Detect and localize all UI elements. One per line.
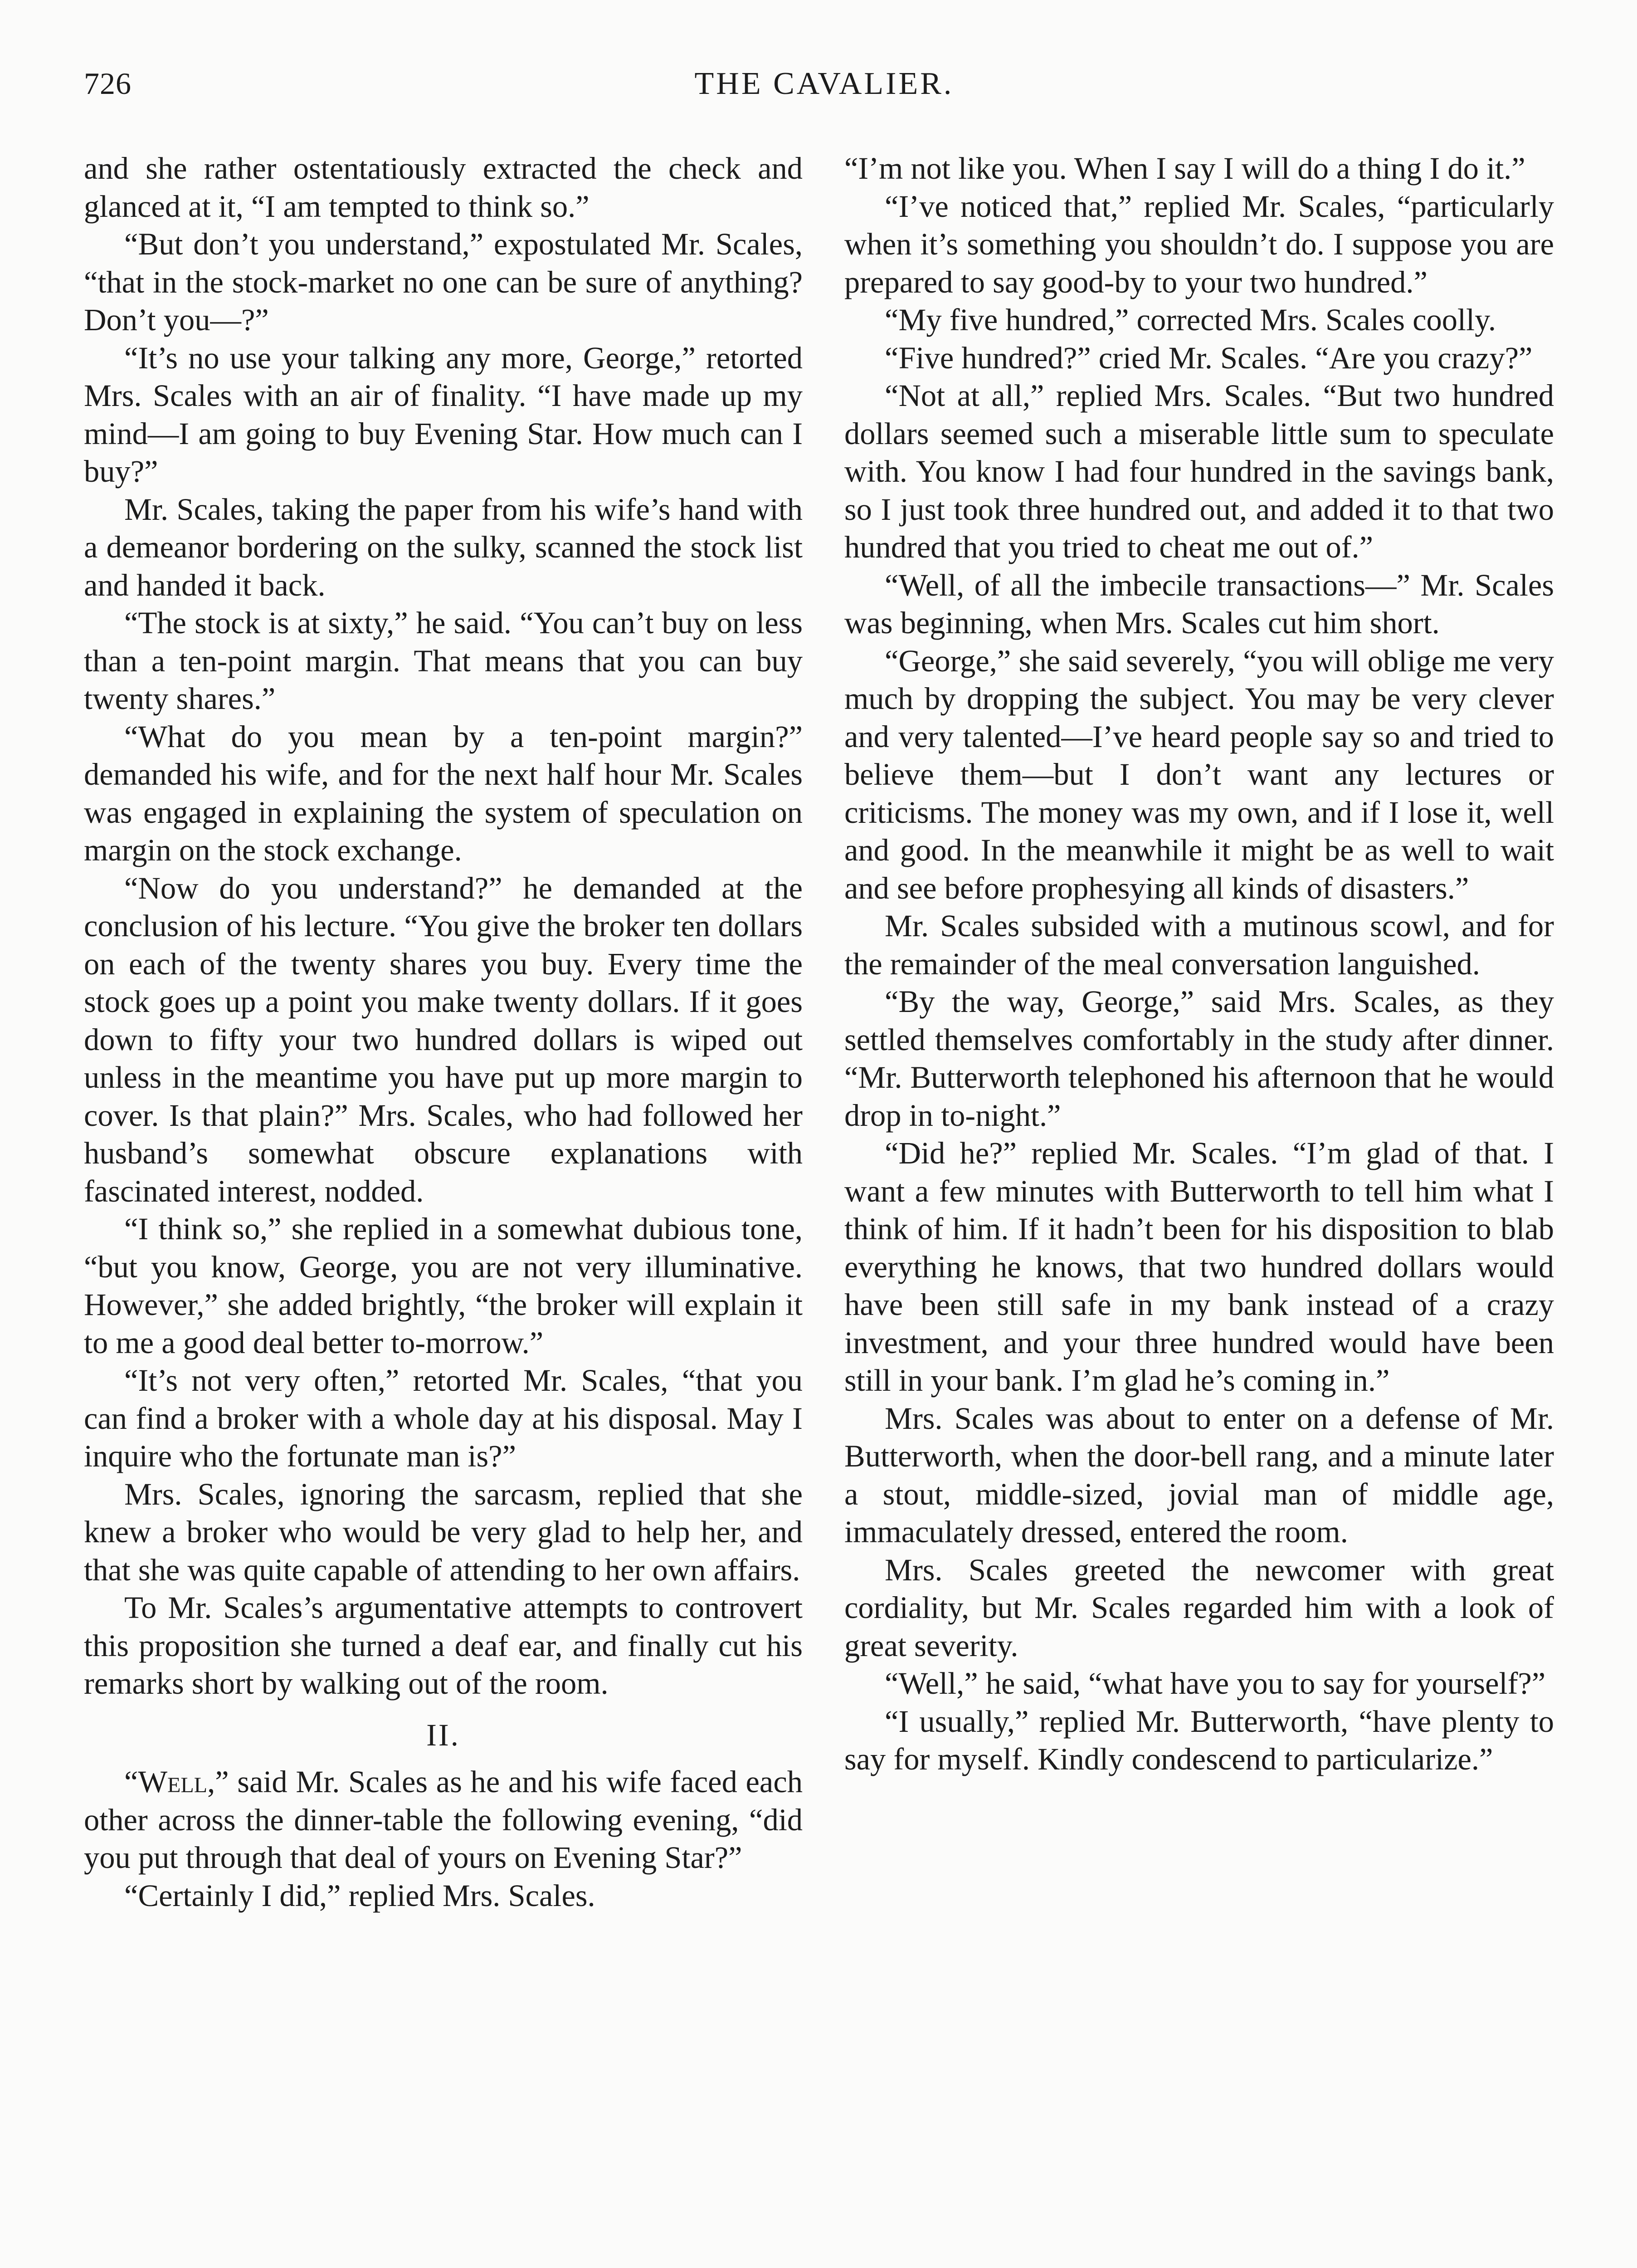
paragraph: To Mr. Scales’s argumentative attempts to controvert this proposition she turned a deaf ear, and finally cut his remarks short by walking out of the room. [84,1590,803,1701]
paragraph: “My five hundred,” corrected Mrs. Scales coolly. [885,303,1496,337]
paragraph: “Well,” he said, “what have you to say for yourself?” [885,1666,1546,1701]
paragraph: “Five hundred?” cried Mr. Scales. “Are you crazy?” [885,340,1533,375]
opening-rest: said Mr. Scales as he and his wife faced each other across the dinner-table the following evening, “did you put through that deal of yours on Evening Star?” [84,1765,803,1875]
running-head: THE CAVALIER. [694,66,954,101]
paragraph: “It’s not very often,” retorted Mr. Scales, “that you can find a broker with a whole day at his disposal. May I inquire who the fortunate man is?” [84,1363,803,1473]
paragraph: Mrs. Scales greeted the newcomer with great cordiality, but Mr. Scales regarded him with a look of great severity. [844,1552,1554,1663]
paragraph: and she rather ostentatiously extracted the check and glanced at it, “I am tempted to think so.” [84,151,803,224]
paragraph: Mrs. Scales, ignoring the sarcasm, replied that she knew a broker who would be very glad to help her, and that she was quite capable of attending to her own affairs. [84,1476,803,1587]
paragraph: “But don’t you understand,” expostulated Mr. Scales, “that in the stock-market no one can be sure of anything? Don’t you—?” [84,227,803,337]
paragraph: “It’s no use your talking any more, George,” retorted Mrs. Scales with an air of finality. “I have made up my mind—I am going to buy Evening Star. How much can I buy?” [84,340,803,489]
paragraph: “I’ve noticed that,” replied Mr. Scales, “particularly when it’s something you shouldn’t do. I suppose you are prepared to say good-by to your two hundred.” [844,189,1554,299]
left-column [84,150,803,1915]
paragraph: “I’m not like you. When I say I will do a thing I do it.” [844,151,1525,186]
section-number: II. [426,1717,460,1752]
paragraph: Mr. Scales subsided with a mutinous scowl, and for the remainder of the meal conversation languished. [844,909,1554,981]
right-column [844,150,1554,1779]
paragraph: “Not at all,” replied Mrs. Scales. “But two hundred dollars seemed such a miserable little sum to speculate with. You know I had four hundred in the savings bank, so I just took three hundred out, and added it to that two hundred that you tried to cheat me out of.” [844,378,1554,564]
paragraph: “Now do you understand?” he demanded at the conclusion of his lecture. “You give the broker ten dollars on each of the twenty shares you buy. Every time the stock goes up a point you make twenty dollars. If it goes down to fifty your two hundred dollars is wiped out unless in the meantime you have put up more margin to cover. Is that plain?” Mrs. Scales, who had followed her husband’s somewhat obscure explanations with fascinated interest, nodded. [84,870,803,1208]
paragraph: “Well, of all the imbecile transactions—” Mr. Scales was beginning, when Mrs. Scales cut him short. [844,567,1554,640]
paragraph: “I think so,” she replied in a somewhat dubious tone, “but you know, George, you are not very illuminative. However,” she added brightly, “the broker will explain it to me a good deal better to-morrow.” [84,1212,803,1360]
paragraph: Mr. Scales, taking the paper from his wife’s hand with a demeanor bordering on the sulky, scanned the stock list and handed it back. [84,492,803,602]
paragraph: “What do you mean by a ten-point margin?” demanded his wife, and for the next half hour Mr. Scales was engaged in explaining the system of speculation on margin on the stock exchange. [84,719,803,867]
paragraph: “By the way, George,” said Mrs. Scales, as they settled themselves comfortably in the study after dinner. “Mr. Butterworth telephoned his afternoon that he would drop in to-night.” [844,984,1554,1133]
page-number: 726 [84,66,132,101]
paragraph: “George,” she said severely, “you will oblige me very much by dropping the subject. You may be very clever and very talented—I’ve heard people say so and tried to believe them—but I don’t want any lectures or criticisms. The money was my own, and if I lose it, well and good. In the meanwhile it might be as well to wait and see before prophesying all kinds of disasters.” [844,643,1554,905]
paragraph: “Certainly I did,” replied Mrs. Scales. [124,1878,595,1913]
page-header [84,66,1564,116]
paragraph: “I usually,” replied Mr. Butterworth, “have plenty to say for myself. Kindly condescend to particularize.” [844,1704,1554,1776]
paragraph: Mrs. Scales was about to enter on a defense of Mr. Butterworth, when the door-bell rang, and a minute later a stout, middle-sized, jovial man of middle age, immaculately dressed, entered the room. [844,1401,1554,1549]
opening-word: “Well,” [124,1765,229,1799]
paragraph: “The stock is at sixty,” he said. “You can’t buy on less than a ten-point margin. That means that you can buy twenty shares.” [84,606,803,716]
paragraph: “Did he?” replied Mr. Scales. “I’m glad of that. I want a few minutes with Butterworth to tell him what I think of him. If it hadn’t been for his disposition to blab everything he knows, that two hundred dollars would have been still safe in my bank instead of a crazy investment, and your three hundred would have been still in your bank. I’m glad he’s coming in.” [844,1136,1554,1398]
section-opening-paragraph [84,1763,803,1877]
